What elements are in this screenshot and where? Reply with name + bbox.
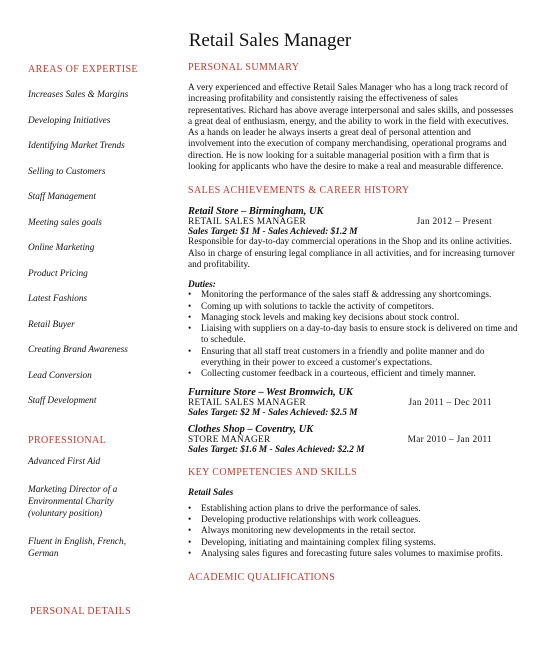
job-dates: Jan 2011 – Dec 2011 [408, 397, 492, 408]
job-target: Sales Target: $2 M - Sales Achieved: $2.5 M [188, 407, 358, 418]
bullet-icon: • [188, 324, 192, 335]
duty-text: Liaising with suppliers on a day-to-day basis to ensure stock is delivered on time and to schedule. [201, 324, 518, 346]
duty-text: Managing stock levels and making key decisions about stock control. [201, 312, 460, 323]
expertise-item: Retail Buyer [28, 319, 75, 330]
list-item [188, 538, 518, 549]
job-role: RETAIL SALES MANAGER [188, 217, 307, 228]
summary-text: A very experienced and effective Retail Sales Manager who has a long track record of increasing profitability and consistently raising the effectiveness of sales representatives. Richard has above average interpersonal and sales skills, and possesses a great deal of enthusiasm, energy, and the ability to work in the field with executives. As a hands on leader he always inserts a great deal of personal attention and involvement into the execution of company merchandising, operational programs and direction. He is now looking for a suitable managerial position with a firm that is looking for applicants who have the desire to make a real and measurable difference. [188, 83, 514, 173]
personal-details-heading: PERSONAL DETAILS [30, 606, 132, 617]
job-role-row [188, 398, 518, 408]
list-item [188, 549, 518, 560]
duties-heading: Duties: [188, 280, 216, 291]
job-entry [188, 387, 518, 418]
bullet-icon: • [188, 503, 192, 514]
professional-item: Fluent in English, French, German [28, 536, 127, 559]
expertise-item: Online Marketing [28, 243, 95, 253]
job-dates: Jan 2012 – Present [416, 217, 492, 228]
list-item [188, 369, 518, 380]
resume-title: Retail Sales Manager [188, 30, 352, 51]
professional-heading: PROFESSIONAL [28, 434, 107, 446]
job-role: STORE MANAGER [188, 434, 271, 445]
competencies-list [188, 504, 518, 560]
bullet-icon: • [188, 290, 192, 301]
job-entry [188, 424, 518, 455]
bullet-icon: • [188, 548, 192, 559]
bullet-icon: • [188, 537, 192, 548]
bullet-icon: • [188, 514, 192, 525]
job-employer: Furniture Store – West Bromwich, UK [188, 386, 353, 398]
job-entry [188, 206, 518, 380]
competency-text: Developing productive relationships with work colleagues. [201, 514, 421, 525]
job-role: RETAIL SALES MANAGER [188, 397, 307, 408]
duties-list [188, 290, 518, 380]
job-target: Sales Target: $1.6 M - Sales Achieved: $2.2 M [188, 444, 365, 455]
job-dates: Mar 2010 – Jan 2011 [407, 434, 492, 445]
expertise-item: Staff Development [28, 396, 97, 406]
job-role-row [188, 217, 518, 227]
competency-text: Analysing sales figures and forecasting future sales volumes to maximise profits. [201, 548, 503, 559]
duty-text: Coming up with solutions to tackle the activity of competitors. [201, 301, 434, 312]
academic-heading: ACADEMIC QUALIFICATIONS [188, 572, 336, 584]
expertise-item: Staff Management [28, 192, 96, 202]
expertise-item: Identifying Market Trends [28, 141, 125, 151]
competencies-subheading: Retail Sales [188, 487, 234, 498]
list-item [188, 515, 518, 526]
list-item [188, 302, 518, 313]
professional-item: Marketing Director of a Environmental Charity (voluntary position) [28, 484, 118, 519]
professional-item: Advanced First Aid [28, 456, 101, 467]
job-employer: Clothes Shop – Coventry, UK [188, 423, 314, 435]
job-role-row [188, 435, 518, 445]
bullet-icon: • [188, 346, 192, 357]
job-employer: Retail Store – Birmingham, UK [188, 206, 324, 218]
expertise-heading: AREAS OF EXPERTISE [28, 64, 138, 75]
competency-text: Always monitoring new developments in the retail sector. [201, 526, 416, 537]
bullet-icon: • [188, 312, 192, 323]
expertise-item: Creating Brand Awareness [28, 345, 128, 355]
expertise-item: Developing Initiatives [28, 115, 111, 126]
achievements-heading: SALES ACHIEVEMENTS & CAREER HISTORY [188, 185, 410, 197]
duty-text: Collecting customer feedback in a courteous, efficient and timely manner. [201, 369, 476, 380]
competency-text: Developing, initiating and maintaining complex filing systems. [201, 537, 436, 548]
competencies-heading: KEY COMPETENCIES AND SKILLS [188, 466, 358, 478]
job-description: Responsible for day-to-day commercial operations in the Shop and its online activities. Also in charge of ensuring legal compliance in all activities, and for increasing turnover and profitability. [188, 237, 515, 270]
job-target: Sales Target: $1 M - Sales Achieved: $1.2 M [188, 227, 358, 238]
summary-heading: PERSONAL SUMMARY [188, 62, 300, 73]
list-item [188, 526, 518, 537]
bullet-icon: • [188, 369, 192, 380]
expertise-item: Lead Conversion [28, 370, 92, 381]
expertise-item: Increases Sales & Margins [28, 90, 129, 100]
main-content [188, 62, 518, 583]
list-item [188, 313, 518, 324]
list-item [188, 347, 518, 370]
expertise-item: Product Pricing [28, 268, 88, 279]
duty-text: Monitoring the performance of the sales staff & addressing any shortcomings. [201, 290, 492, 301]
list-item [188, 324, 518, 347]
expertise-item: Selling to Customers [28, 166, 106, 177]
sidebar [28, 64, 178, 617]
competency-text: Establishing action plans to drive the performance of sales. [201, 503, 421, 514]
bullet-icon: • [188, 526, 192, 537]
expertise-list [28, 89, 178, 421]
bullet-icon: • [188, 301, 192, 312]
list-item [188, 504, 518, 515]
expertise-item: Meeting sales goals [28, 217, 102, 228]
duty-text: Ensuring that all staff treat customers in a friendly and polite manner and do everything in their power to exceed a customer's expectations. [201, 346, 485, 369]
expertise-item: Latest Fashions [28, 294, 88, 304]
list-item [188, 290, 518, 301]
